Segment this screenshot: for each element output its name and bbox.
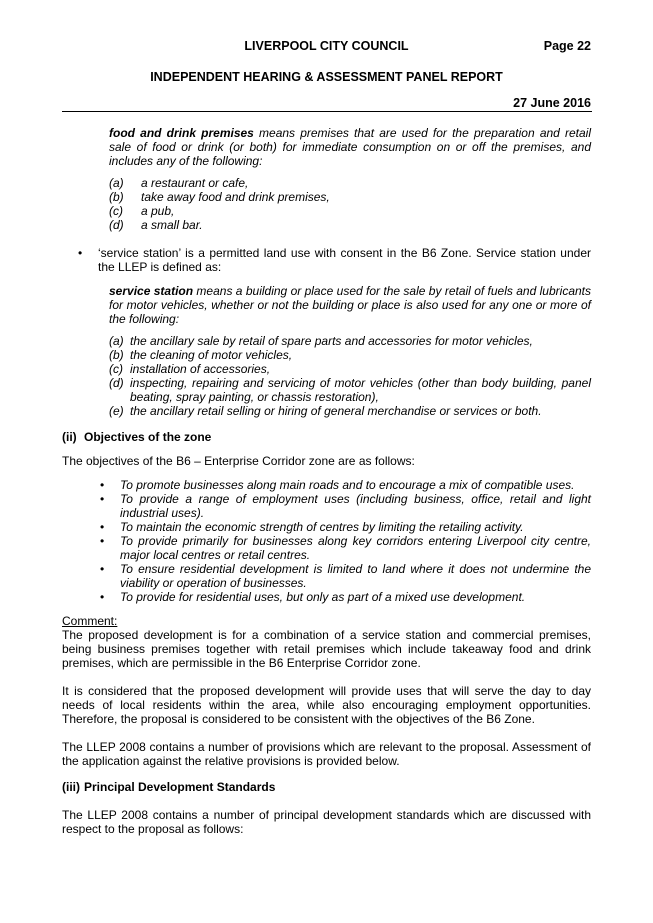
list-item: (d) a small bar. [109,218,203,232]
list-item: • To maintain the economic strength of centres by limiting the retailing activity. [78,520,591,534]
food-definition-term: food and drink premises [109,126,254,140]
list-item: • To provide a range of employment uses (including business, office, retail and light industrial uses). [78,492,591,520]
service-definition-term: service station [109,284,194,298]
comment-paragraph-3: The LLEP 2008 contains a number of provisions which are relevant to the proposal. Assessment of the application against the relative provisions is provided below. [62,740,591,768]
service-definition-list [109,334,591,418]
list-item: (a) the ancillary sale by retail of spare parts and accessories for motor vehicles, [109,334,533,348]
comment-paragraph-2: It is considered that the proposed development will provide uses that will serve the day to day needs of local residents within the area, while also encouraging employment opportunities. Therefore, the proposal is considered to be consistent with the objectives of the B6 Zone. [62,684,591,726]
objectives-intro: The objectives of the B6 – Enterprise Corridor zone are as follows: [62,454,415,468]
bullet-icon: • [100,562,105,576]
header-date: 27 June 2016 [513,96,591,110]
list-item: (c) installation of accessories, [109,362,271,376]
standards-paragraph: The LLEP 2008 contains a number of principal development standards which are discussed with respect to the proposal as follows: [62,808,591,836]
bullet-icon: • [100,534,105,548]
list-item: (c) a pub, [109,204,175,218]
header-page-number: Page 22 [543,39,591,53]
service-definition-text: means a building or place used for the sale by retail of fuels and lubricants for motor vehicles, whether or not the building or place is also used for any one or more of the following: [109,284,591,326]
list-item: (e) the ancillary retail selling or hiring of general merchandise or services or both. [109,404,542,418]
list-item: • To provide primarily for businesses along key corridors entering Liverpool city centre, major local centres or retail centres. [78,534,591,562]
list-item: (d) inspecting, repairing and servicing of motor vehicles (other than body building, panel beating, spray painting, or chassis restoration), [109,376,591,404]
document-body [62,126,592,836]
bullet-icon: • [100,492,105,506]
objectives-list [78,478,591,604]
comment-label: Comment: [62,614,118,628]
bullet-icon: • [100,590,105,604]
food-definition [109,126,591,168]
comment-paragraph-1: The proposed development is for a combination of a service station and commercial premises, being business premises together with retail premises which include takeaway food and drink premises, which are permissible in the B6 Enterprise Corridor zone. [62,628,591,670]
list-item: • To provide for residential uses, but only as part of a mixed use development. [78,590,591,604]
bullet-icon: • [78,246,83,260]
list-item: • To promote businesses along main roads and to encourage a mix of compatible uses. [78,478,591,492]
list-item: • To ensure residential development is limited to land where it does not undermine the viability or operation of businesses. [78,562,591,590]
header-rule [62,111,592,112]
list-item: (b) the cleaning of motor vehicles, [109,348,293,362]
food-definition-list [109,176,591,232]
bullet-icon: • [100,520,105,534]
food-definition-text: means premises that are used for the preparation and retail sale of food or drink (or both) for immediate consumption on or off the premises, and includes any of the following: [109,126,592,168]
section-heading-objectives: (ii) Objectives of the zone [62,430,212,444]
header-report-title: INDEPENDENT HEARING & ASSESSMENT PANEL REPORT [150,70,503,84]
service-station-bullet: • ‘service station’ is a permitted land use with consent in the B6 Zone. Service station under the LLEP is defined as: [78,246,591,274]
section-heading-standards: (iii) Principal Development Standards [62,780,276,794]
list-item: (b) take away food and drink premises, [109,190,330,204]
list-item: (a) a restaurant or cafe, [109,176,249,190]
header-council: LIVERPOOL CITY COUNCIL [244,39,409,53]
bullet-icon: • [100,478,105,492]
service-definition [109,284,591,326]
